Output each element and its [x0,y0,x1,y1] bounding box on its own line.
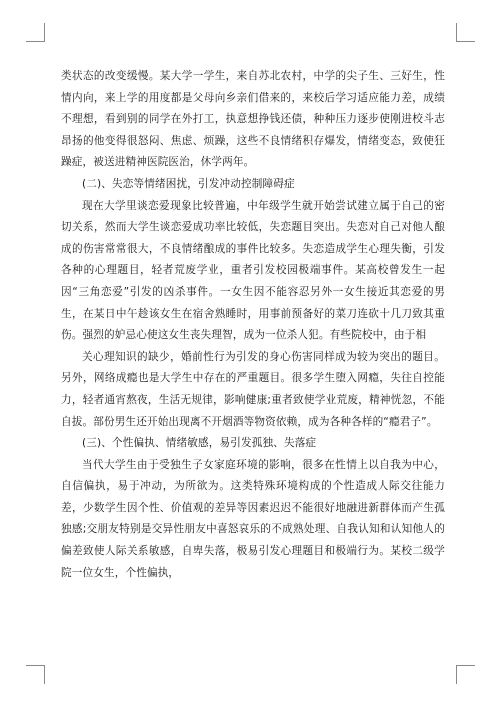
crop-mark-bottom-right [456,665,475,666]
section-heading: (二)、失恋等情绪困扰，引发冲动控制障碍症 [82,177,295,190]
paragraph: 类状态的改变缓慢。某大学一学生，来自苏北农村，中学的尖子生、三好生，性情内向，来上学的用度都是父母向乡亲们借来的，来校后学习适应能力差，成绩不理想，看到别的同学在外打工，执意想挣钱还债，种种压力逐步使刚进校斗志昂扬的他变得很怒闷、焦虑、烦躁，这些不良情绪积存爆发，情绪变态，致使狂躁症，被送进精神医院医治，休学两年。 [61,70,445,169]
paragraph: 关心理知识的缺少，婚前性行为引发的身心伤害同样成为较为突出的题目。另外，网络成瘾也是大学生中存在的严重题目。很多学生堕入网瘾，失往自控能力，轻者通宵熬夜，生活无规律，影响健康;重者致使学业荒废，精神恍忽，不能自拔。部份男生还开始出现离不开烟酒等物资依赖，成为各种各样的“瘾君子”。 [61,350,445,428]
paragraph: 现在大学里谈恋爱现象比较普遍，中年级学生就开始尝试建立属于自己的密切关系，然而大学生谈恋爱成功率比较低，失恋题目突出。失恋对自己对他人酿成的伤害常常很大，不良情绪酿成的事件比较多。失恋造成学生心理失衡，引发各种的心理题目，轻者荒废学业，重者引发校园极端事件。某高校曾发生一起因“三角恋爱”引发的凶杀事件。一女生因不能容忍另外一女生接近其恋爱的男生，在某日中午趁该女生在宿舍熟睡时，用事前预备好的菜刀连砍十几刀致其重伤。强烈的妒忌心使这女生丧失理智，成为一位杀人犯。有些院校中，由于相 [61,199,445,342]
paragraph: 当代大学生由于受独生子女家庭环境的影响，很多在性情上以自我为中心，自信偏执，易于冲动，为所欲为。这类特殊环境构成的个性造成人际交往能力差，少数学生因个性、价值观的差异等因素迟迟不能很好地融进新群体而产生孤独感;交朋友特别是交异性朋友中喜怒哀乐的不成熟处理、自我认知和认知他人的偏差致使人际关系敏感，自卑失落，极易引发心理题目和极端行为。某校二级学院一位女生，个性偏执， [61,458,445,579]
crop-mark-top-left [26,41,45,42]
section-heading: (三)、个性偏执、情绪敏感，易引发孤独、失落症 [82,437,317,450]
crop-mark-top-left [44,23,45,42]
crop-mark-bottom-right [456,665,457,684]
document-body [61,66,445,584]
crop-mark-top-right [456,41,475,42]
crop-mark-bottom-left [44,665,45,684]
crop-mark-bottom-left [26,665,45,666]
crop-mark-top-right [456,23,457,42]
